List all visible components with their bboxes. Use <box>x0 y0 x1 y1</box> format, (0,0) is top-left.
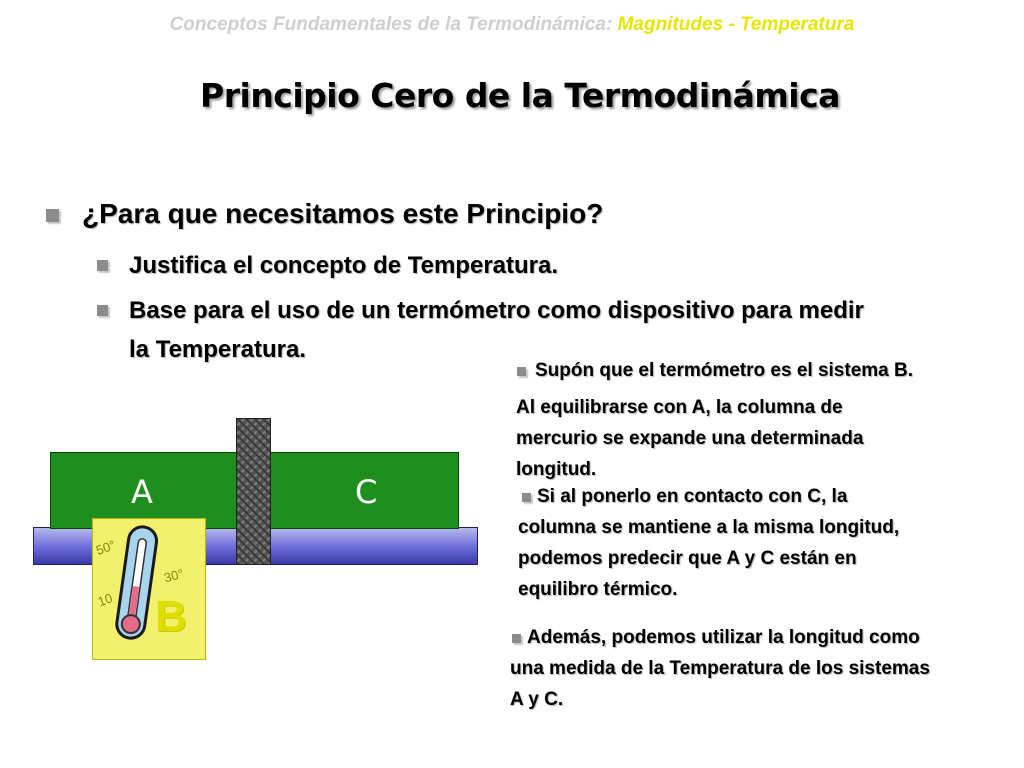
contact-c-line: equilibro térmico. <box>518 579 678 600</box>
header-highlight: Magnitudes - Temperatura <box>617 14 855 35</box>
contact-c-line: podemos predecir que A y C están en <box>518 548 857 569</box>
bullet-square-icon <box>97 305 108 316</box>
diathermic-wall <box>236 418 271 565</box>
system-c-box <box>269 452 459 529</box>
slide-header <box>0 14 1024 36</box>
contact-c-line: Si al ponerlo en contacto con C, la <box>537 486 848 507</box>
thermometer-b-text: Supón que el termómetro es el sistema B. <box>535 360 913 381</box>
system-c-label: C <box>355 473 378 511</box>
bullet-square-icon <box>512 634 521 643</box>
equilibrium-a-line: mercurio se expande una determinada <box>516 428 864 449</box>
bullet-square-icon <box>517 367 526 376</box>
thermo-mark-30: 30° <box>162 565 186 586</box>
main-bullet-text: ¿Para que necesitamos este Principio? <box>82 198 604 229</box>
sub-bullet-text: Base para el uso de un termómetro como dispositivo para medir <box>129 297 864 324</box>
bullet-square-icon <box>46 209 59 222</box>
length-measure-line: una medida de la Temperatura de los sistemas <box>510 658 930 679</box>
slide-title: Principio Cero de la Termodinámica <box>200 76 840 115</box>
bullet-square-icon <box>97 260 108 271</box>
contact-c-line: columna se mantiene a la misma longitud, <box>518 517 900 538</box>
system-b-label: B <box>155 592 187 641</box>
thermo-mark-50: 50° <box>93 537 118 558</box>
system-a-label: A <box>131 473 153 511</box>
thermo-mark-10: 10 <box>95 590 115 610</box>
sub-bullet-text-continued: la Temperatura. <box>129 336 306 363</box>
header-prefix: Conceptos Fundamentales de la Termodinámica: <box>169 14 613 35</box>
length-measure-line: A y C. <box>510 689 564 710</box>
bullet-square-icon <box>522 493 531 502</box>
equilibrium-a-line: longitud. <box>516 459 597 480</box>
equilibrium-a-line: Al equilibrarse con A, la columna de <box>516 397 843 418</box>
sub-bullet-text: Justifica el concepto de Temperatura. <box>129 252 559 279</box>
length-measure-line: Además, podemos utilizar la longitud como <box>527 627 920 648</box>
